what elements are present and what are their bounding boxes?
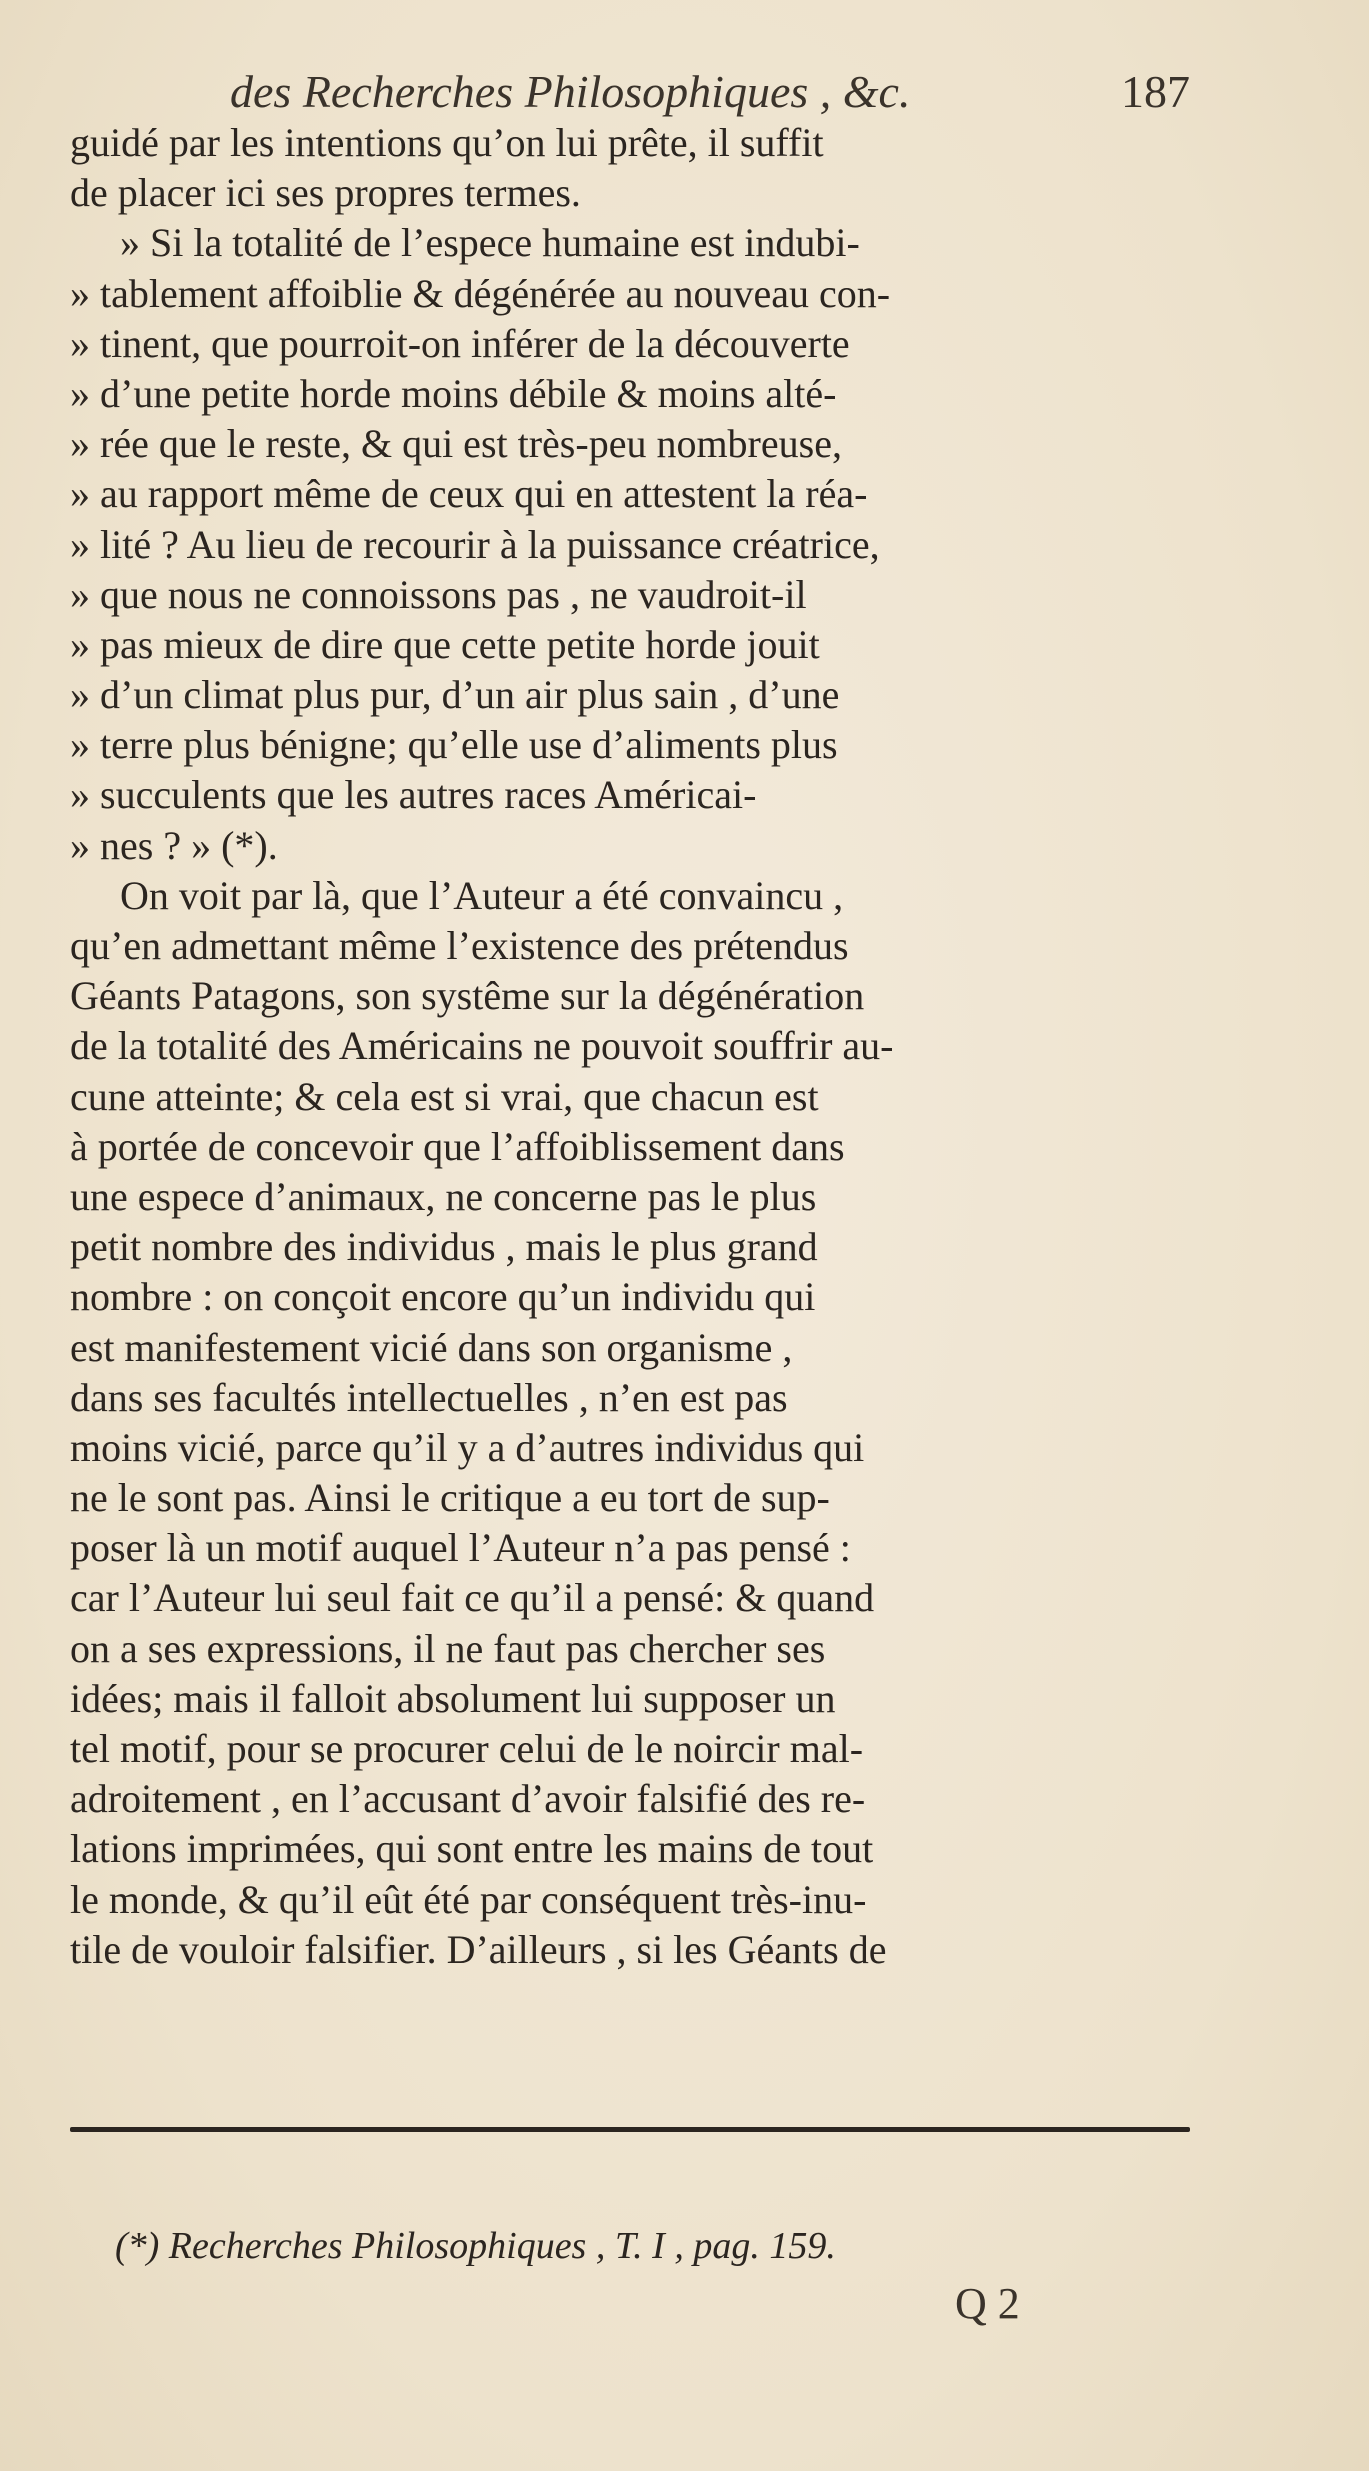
text-line: petit nombre des individus , mais le plus grand: [70, 1224, 818, 1270]
text-line: » pas mieux de dire que cette petite horde jouit: [70, 621, 820, 667]
text-line: cune atteinte; & cela est si vrai, que chacun est: [70, 1073, 819, 1119]
text-line: » nes ? » (*).: [70, 822, 278, 868]
text-line: Géants Patagons, son systême sur la dégénération: [70, 973, 865, 1019]
text-line: » lité ? Au lieu de recourir à la puissance créatrice,: [70, 521, 880, 567]
text-line: moins vicié, parce qu’il y a d’autres individus qui: [70, 1424, 865, 1470]
text-line: adroitement , en l’accusant d’avoir falsifié des re-: [70, 1776, 866, 1822]
footnote-rule: [70, 2127, 1190, 2132]
text-line: car l’Auteur lui seul fait ce qu’il a pensé: & quand: [70, 1575, 875, 1621]
text-line: » d’un climat plus pur, d’un air plus sain , d’une: [70, 672, 840, 718]
text-line: poser là un motif auquel l’Auteur n’a pas pensé :: [70, 1525, 851, 1571]
text-line: à portée de concevoir que l’affoiblissement dans: [70, 1123, 845, 1169]
text-line: » d’une petite horde moins débile & moins alté-: [70, 370, 837, 416]
running-title: des Recherches Philosophiques , &c.: [230, 66, 911, 117]
text-line: qu’en admettant même l’existence des prétendus: [70, 923, 849, 968]
text-line: de la totalité des Américains ne pouvoit souffrir au-: [70, 1023, 894, 1069]
text-line: » rée que le reste, & qui est très-peu nombreuse,: [70, 421, 842, 467]
text-line: nombre : on conçoit encore qu’un individu qui: [70, 1274, 816, 1320]
text-line: de placer ici ses propres termes.: [70, 170, 581, 216]
text-line: guidé par les intentions qu’on lui prête, il suffit: [70, 120, 824, 165]
page-header: [230, 62, 1190, 122]
body-text: [70, 118, 1190, 1975]
text-line: » Si la totalité de l’espece humaine est indubi-: [120, 220, 860, 266]
signature-mark: Q 2: [955, 2279, 1020, 2328]
text-line: est manifestement vicié dans son organisme ,: [70, 1324, 793, 1370]
text-line: une espece d’animaux, ne concerne pas le plus: [70, 1173, 817, 1219]
text-line: tile de vouloir falsifier. D’ailleurs , si les Géants de: [70, 1926, 887, 1972]
text-line: » succulents que les autres races Américai-: [70, 772, 757, 818]
text-line: dans ses facultés intellectuelles , n’en est pas: [70, 1374, 788, 1420]
text-line: On voit par là, que l’Auteur a été convaincu ,: [120, 872, 844, 918]
text-line: on a ses expressions, il ne faut pas chercher ses: [70, 1625, 826, 1671]
text-line: » tablement affoiblie & dégénérée au nouveau con-: [70, 270, 891, 316]
text-line: » au rapport même de ceux qui en attestent la réa-: [70, 471, 868, 517]
text-line: » que nous ne connoissons pas , ne vaudroit-il: [70, 571, 807, 617]
text-line: le monde, & qu’il eût été par conséquent très-inu-: [70, 1876, 867, 1922]
footnote: (*) Recherches Philosophiques , T. I , pag. 159.: [115, 2225, 836, 2267]
text-line: » terre plus bénigne; qu’elle use d’aliments plus: [70, 722, 838, 768]
page-number: 187: [1121, 66, 1190, 117]
text-line: idées; mais il falloit absolument lui supposer un: [70, 1675, 836, 1721]
text-line: tel motif, pour se procurer celui de le noircir mal-: [70, 1726, 864, 1771]
text-line: » tinent, que pourroit-on inférer de la découverte: [70, 320, 850, 366]
text-line: lations imprimées, qui sont entre les mains de tout: [70, 1826, 874, 1872]
text-line: ne le sont pas. Ainsi le critique a eu tort de sup-: [70, 1475, 830, 1521]
